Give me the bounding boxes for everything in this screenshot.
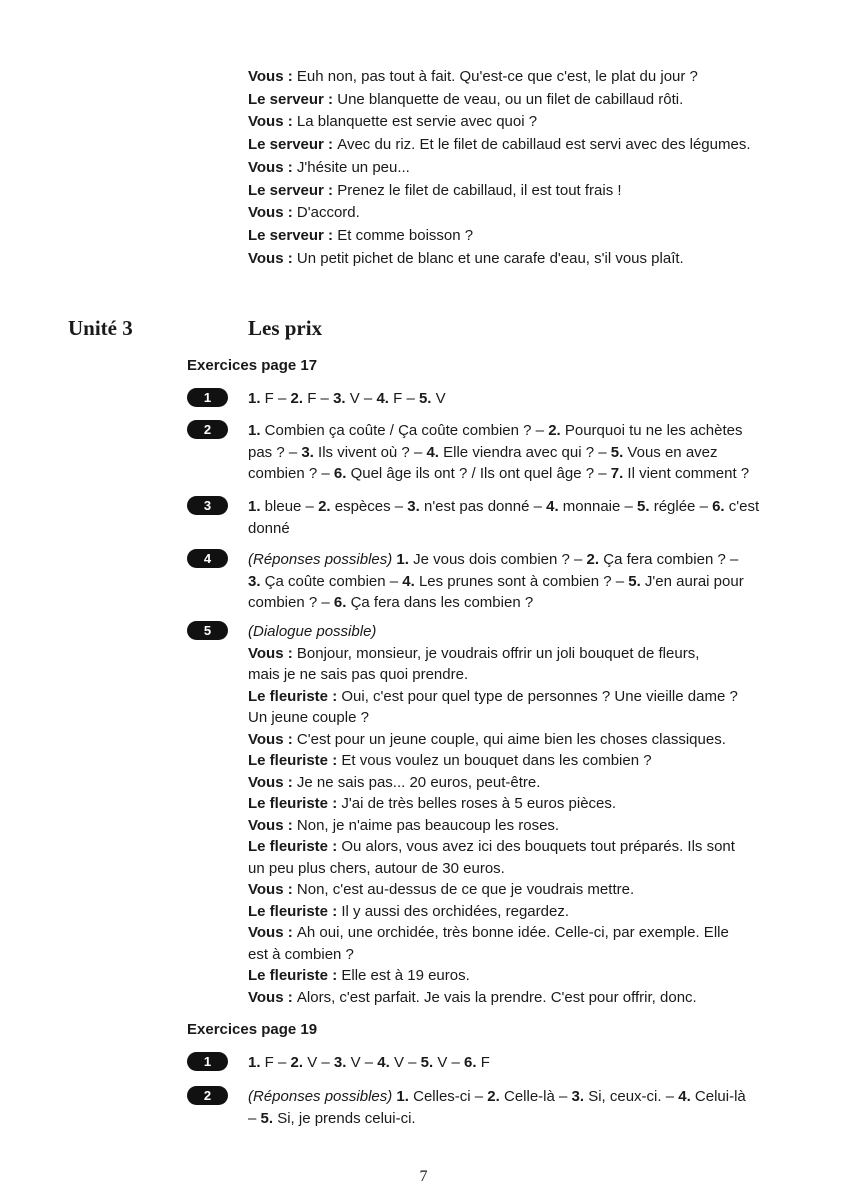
exercise-number-badge: 2 <box>187 1086 228 1105</box>
dialogue-line: Vous : Bonjour, monsieur, je voudrais offrir un joli bouquet de fleurs, <box>248 644 700 662</box>
exercise-number-badge: 4 <box>187 549 228 568</box>
item-answer: F – <box>388 390 419 407</box>
item-answer: Si, ceux-ci. – <box>584 1088 679 1105</box>
item-number: 2. <box>586 551 600 568</box>
item-answer: c'est <box>724 498 760 515</box>
speaker-name: Le fleuriste <box>248 687 329 705</box>
exercise-number-badge: 1 <box>187 388 228 407</box>
exercise-number-badge: 2 <box>187 420 228 439</box>
dialogue-line: Vous : D'accord. <box>248 204 360 222</box>
item-answer: donné <box>248 519 290 537</box>
answer-line <box>248 420 788 442</box>
speaker-name: Vous <box>248 730 284 748</box>
exercise-answers <box>248 496 788 539</box>
dialogue-text: Euh non, pas tout à fait. Qu'est-ce que c'est, le plat du jour ? <box>296 68 698 85</box>
dialogue-line: Le serveur : Une blanquette de veau, ou un filet de cabillaud rôti. <box>248 90 684 108</box>
item-number: 2. <box>290 1054 304 1071</box>
dialogue-text: Un jeune couple ? <box>248 709 369 726</box>
item-number: 4. <box>546 498 559 515</box>
dialogue-text: un peu plus chers, autour de 30 euros. <box>248 859 505 877</box>
item-answer: Ça fera dans les combien ? <box>346 594 534 611</box>
speaker-name: Vous <box>248 113 284 131</box>
item-answer: monnaie – <box>558 498 638 515</box>
item-answer: Elle viendra avec qui ? – <box>438 443 611 461</box>
item-answer: F – <box>260 1054 291 1071</box>
item-answer: F – <box>260 390 291 407</box>
item-answer: V – <box>433 1054 465 1071</box>
item-answer: Ça coûte combien – <box>260 572 403 590</box>
speaker-name: Le fleuriste <box>248 795 329 812</box>
dialogue-text: Et vous voulez un bouquet dans les combien ? <box>341 752 652 769</box>
item-number: 4. <box>426 443 439 461</box>
dialogue-line: Vous : Ah oui, une orchidée, très bonne idée. Celle-ci, par exemple. Elle <box>248 924 729 941</box>
answer-line <box>248 592 788 614</box>
item-answer: – <box>248 1109 261 1127</box>
item-number: 5. <box>637 498 650 515</box>
dialogue-text: Un petit pichet de blanc et une carafe d'eau, s'il vous plaît. <box>296 249 684 267</box>
item-number: 2. <box>318 498 331 515</box>
item-number: 5. <box>420 1054 434 1071</box>
item-number: 5. <box>610 443 624 461</box>
answer-line <box>248 388 788 410</box>
exercise-answers <box>248 420 788 485</box>
dialogue-text: est à combien ? <box>248 945 354 963</box>
item-answer: V <box>431 390 446 407</box>
item-answer: réglée – <box>649 498 713 515</box>
item-answer: espèces – <box>330 498 408 515</box>
speaker-name: Le fleuriste <box>248 752 329 769</box>
speaker-name: Vous <box>248 881 284 898</box>
item-number: 4. <box>377 1054 390 1071</box>
dialogue-text: Elle est à 19 euros. <box>341 967 470 984</box>
dialogue-line: Vous : Un petit pichet de blanc et une carafe d'eau, s'il vous plaît. <box>248 249 684 267</box>
dialogue-text: C'est pour un jeune couple, qui aime bien les choses classiques. <box>296 730 726 748</box>
item-number: 1. <box>248 1054 261 1071</box>
speaker-name: Vous <box>248 644 284 662</box>
item-number: 3. <box>333 1054 347 1071</box>
item-answer: V – <box>389 1054 421 1071</box>
item-number: 3. <box>407 498 420 515</box>
answer-intro: (Dialogue possible) <box>248 623 377 640</box>
dialogue-text: Je ne sais pas... 20 euros, peut-être. <box>296 773 541 791</box>
item-answer: F – <box>303 390 334 407</box>
exercise-answers <box>248 549 788 614</box>
item-answer: V – <box>345 390 377 407</box>
dialogue-text: Ah oui, une orchidée, très bonne idée. Celle-ci, par exemple. Elle <box>296 924 729 941</box>
speaker-name: Vous <box>248 68 284 85</box>
dialogue-text: Ou alors, vous avez ici des bouquets tout préparés. Ils sont <box>341 838 735 855</box>
dialogue-line: Le fleuriste : Il y aussi des orchidées, regardez. <box>248 902 569 920</box>
item-number: 6. <box>464 1054 477 1071</box>
dialogue-line <box>248 858 788 880</box>
item-number: 1. <box>396 1088 409 1105</box>
item-answer: Les prunes sont à combien ? – <box>414 572 629 590</box>
item-answer: Celle-là – <box>499 1088 572 1105</box>
item-number: 1. <box>248 390 261 407</box>
item-answer: V – <box>346 1054 378 1071</box>
dialogue-text: J'ai de très belles roses à 5 euros pièces. <box>341 795 617 812</box>
item-answer: pas ? – <box>248 443 302 461</box>
unit-label: Unité 3 <box>68 316 133 340</box>
item-answer: Pourquoi tu ne les achètes <box>560 422 743 439</box>
item-number: 3. <box>333 390 346 407</box>
speaker-name: Le fleuriste <box>248 838 329 855</box>
item-answer: Vous en avez <box>623 443 718 461</box>
speaker-name: Vous <box>248 204 284 222</box>
item-answer: V – <box>303 1054 334 1071</box>
dialogue-text: Une blanquette de veau, ou un filet de cabillaud rôti. <box>337 90 684 108</box>
item-answer: Quel âge ils ont ? / Ils ont quel âge ? – <box>346 465 611 482</box>
dialogue-line: Vous : Non, c'est au-dessus de ce que je voudrais mettre. <box>248 881 635 898</box>
answer-line <box>248 1108 788 1130</box>
speaker-name: Vous <box>248 158 284 176</box>
speaker-name: Le serveur <box>248 136 324 154</box>
answer-intro: (Réponses possibles) <box>248 1088 393 1105</box>
dialogue-line: Vous : Alors, c'est parfait. Je vais la prendre. C'est pour offrir, donc. <box>248 988 697 1006</box>
item-number: 7. <box>610 465 624 482</box>
item-answer: Je vous dois combien ? – <box>408 551 587 568</box>
dialogue-line: Le serveur : Avec du riz. Et le filet de cabillaud est servi avec des légumes. <box>248 136 751 154</box>
answer-line <box>248 1086 788 1108</box>
dialogue-line <box>248 707 788 729</box>
dialogue-text: J'hésite un peu... <box>296 158 410 176</box>
dialogue-text: Et comme boisson ? <box>337 226 474 244</box>
item-number: 1. <box>396 551 409 568</box>
dialogue-text: mais je ne sais pas quoi prendre. <box>248 666 469 683</box>
speaker-name: Le serveur <box>248 181 324 199</box>
dialogue-text: Prenez le filet de cabillaud, il est tout frais ! <box>337 181 622 199</box>
dialogue-line: Le fleuriste : Et vous voulez un bouquet dans les combien ? <box>248 752 652 769</box>
item-number: 5. <box>628 572 641 590</box>
item-number: 3. <box>301 443 314 461</box>
answer-line <box>248 463 788 485</box>
answer-line <box>248 1052 788 1074</box>
item-answer: Combien ça coûte / Ça coûte combien ? – <box>260 422 549 439</box>
dialogue-line: Vous : J'hésite un peu... <box>248 158 410 176</box>
item-number: 2. <box>487 1088 500 1105</box>
speaker-name: Vous <box>248 249 284 267</box>
item-number: 1. <box>248 498 261 515</box>
dialogue-text: Non, je n'aime pas beaucoup les roses. <box>296 816 560 834</box>
dialogue-line <box>248 664 788 686</box>
dialogue-line: Vous : C'est pour un jeune couple, qui aime bien les choses classiques. <box>248 730 726 748</box>
item-answer: Ils vivent où ? – <box>313 443 427 461</box>
item-answer: bleue – <box>260 498 319 515</box>
item-answer: Celui-là <box>690 1088 746 1105</box>
dialogue-text: Bonjour, monsieur, je voudrais offrir un joli bouquet de fleurs, <box>296 644 700 662</box>
item-answer: combien ? – <box>248 594 334 611</box>
item-number: 6. <box>333 465 347 482</box>
item-number: 6. <box>333 594 347 611</box>
exercise-number-badge: 5 <box>187 621 228 640</box>
exercise-answers <box>248 1052 788 1074</box>
item-number: 5. <box>418 390 432 407</box>
dialogue-line: Le serveur : Prenez le filet de cabillaud, il est tout frais ! <box>248 181 622 199</box>
dialogue-line: Le fleuriste : J'ai de très belles roses à 5 euros pièces. <box>248 795 617 812</box>
dialogue-top <box>248 66 808 270</box>
answer-intro: (Réponses possibles) <box>248 551 393 568</box>
section-heading-page-17: Exercices page 17 <box>187 357 318 374</box>
answer-line <box>248 549 788 571</box>
item-answer: Ça fera combien ? – <box>599 551 739 568</box>
exercise-answers <box>248 621 788 1008</box>
answer-line <box>248 442 788 464</box>
dialogue-text: Avec du riz. Et le filet de cabillaud est servi avec des légumes. <box>337 136 751 154</box>
item-answer: J'en aurai pour <box>640 572 744 590</box>
dialogue-line: Vous : Je ne sais pas... 20 euros, peut-être. <box>248 773 541 791</box>
speaker-name: Vous <box>248 773 284 791</box>
dialogue-text: Il y aussi des orchidées, regardez. <box>341 902 569 920</box>
dialogue-line <box>248 944 788 966</box>
dialogue-line: Le fleuriste : Ou alors, vous avez ici des bouquets tout préparés. Ils sont <box>248 838 735 855</box>
section-heading-page-19: Exercices page 19 <box>187 1021 318 1038</box>
exercise-answers <box>248 1086 788 1129</box>
item-number: 2. <box>290 390 304 407</box>
item-number: 1. <box>248 422 261 439</box>
item-answer: n'est pas donné – <box>419 498 547 515</box>
dialogue-line: Vous : La blanquette est servie avec quoi ? <box>248 113 538 131</box>
exercise-answers <box>248 388 788 410</box>
page-number: 7 <box>419 1168 428 1185</box>
item-answer: F <box>476 1054 490 1071</box>
speaker-name: Le serveur <box>248 226 324 244</box>
speaker-name: Vous <box>248 924 284 941</box>
dialogue-line: Le serveur : Et comme boisson ? <box>248 226 474 244</box>
exercise-number-badge: 3 <box>187 496 228 515</box>
item-answer: Si, je prends celui-ci. <box>273 1109 416 1127</box>
speaker-name: Le fleuriste <box>248 967 329 984</box>
dialogue-text: Oui, c'est pour quel type de personnes ? Une vieille dame ? <box>341 687 738 705</box>
item-number: 2. <box>548 422 561 439</box>
dialogue-text: Non, c'est au-dessus de ce que je voudrais mettre. <box>296 881 635 898</box>
answer-line <box>248 621 788 643</box>
dialogue-text: La blanquette est servie avec quoi ? <box>296 113 538 131</box>
dialogue-line: Vous : Euh non, pas tout à fait. Qu'est-ce que c'est, le plat du jour ? <box>248 68 698 85</box>
item-answer: combien ? – <box>248 465 334 482</box>
dialogue-text: D'accord. <box>296 204 360 222</box>
dialogue-line: Le fleuriste : Elle est à 19 euros. <box>248 967 470 984</box>
item-number: 6. <box>712 498 725 515</box>
dialogue-line: Vous : Non, je n'aime pas beaucoup les roses. <box>248 816 560 834</box>
item-number: 4. <box>376 390 389 407</box>
item-answer: Il vient comment ? <box>623 465 750 482</box>
item-number: 5. <box>260 1109 274 1127</box>
dialogue-line: Le fleuriste : Oui, c'est pour quel type de personnes ? Une vieille dame ? <box>248 687 738 705</box>
exercise-number-badge: 1 <box>187 1052 228 1071</box>
item-number: 4. <box>678 1088 691 1105</box>
dialogue-text: Alors, c'est parfait. Je vais la prendre. C'est pour offrir, donc. <box>296 988 697 1006</box>
speaker-name: Vous <box>248 816 284 834</box>
answer-line <box>248 571 788 593</box>
speaker-name: Vous <box>248 988 284 1006</box>
item-number: 3. <box>571 1088 585 1105</box>
unit-title: Les prix <box>248 316 323 340</box>
item-answer: Celles-ci – <box>408 1088 488 1105</box>
item-number: 4. <box>402 572 415 590</box>
answer-line <box>248 518 788 540</box>
item-number: 3. <box>248 572 261 590</box>
speaker-name: Le serveur <box>248 90 324 108</box>
speaker-name: Le fleuriste <box>248 902 329 920</box>
answer-line <box>248 496 788 518</box>
